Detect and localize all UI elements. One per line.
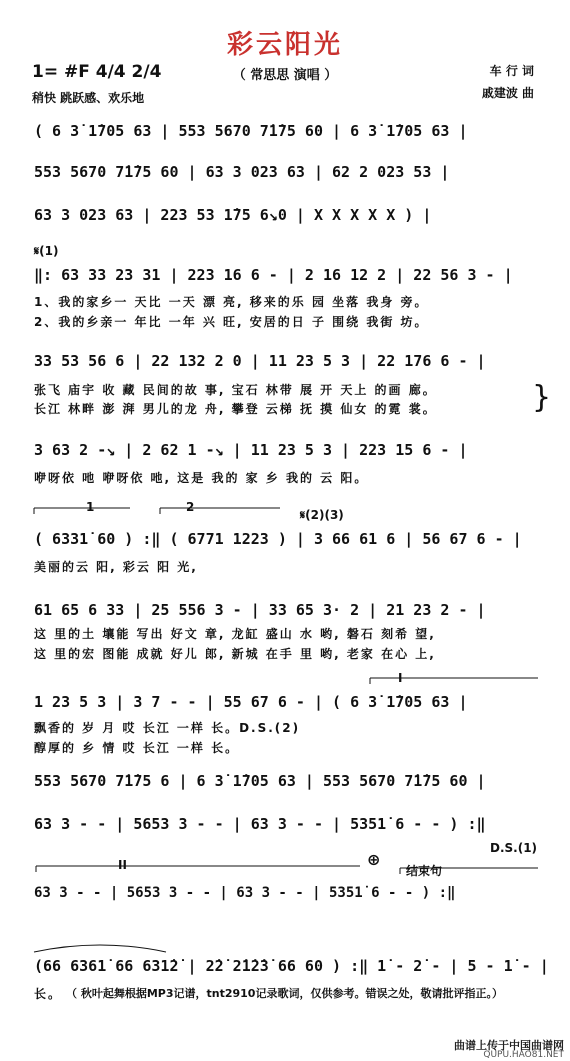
- staff-row-6: 3 63 2 -↘ | 2 62 1 -↘ | 11 23 5 3 | 223 15 6 - |: [34, 441, 468, 459]
- song-title: 彩云阳光: [226, 30, 343, 60]
- volta-2-label: 2: [186, 500, 195, 514]
- final-lyric: 长。: [34, 987, 63, 1001]
- staff-row-10: 553 5670 7̇1̇75 6 | 6 3̇ 1̇705 63 | 553 5670 7̇1̇75 60 |: [34, 772, 486, 790]
- lyric-verse-2: 2、我的乡亲一 年比 一年 兴 旺, 安居的日 子 围绕 我街 坊。: [34, 315, 429, 329]
- staff-row-1: ( 6 3̇ 1̇705 63 | 553 5670 7̇1̇75 60 | 6 3̇ 1̇705 63 |: [34, 122, 468, 140]
- ds-1-mark: D.S.(1): [490, 841, 538, 855]
- ending-label: 结束句: [406, 864, 443, 878]
- key-signature: 1= #F 4/4 2/4: [32, 62, 162, 82]
- segno-mark-1: 𝄋(1): [34, 244, 59, 258]
- staff-row-5: 33 53 56 6 | 22 132 2 0 | 11 23 5 3 | 22 176 6 - |: [34, 352, 486, 370]
- lyric-verse-2: 长江 林畔 澎 湃 男儿的龙 舟, 攀登 云梯 抚 摸 仙女 的霓 裳。: [34, 402, 437, 416]
- coda-icon: ⊕: [367, 850, 381, 869]
- watermark-url: QUPU.HAO81.NET: [483, 1050, 564, 1060]
- lyric-verse-1: 这 里的土 壤能 写出 好文 章, 龙缸 盛山 水 哟, 磐石 刻希 望,: [34, 627, 436, 641]
- verse-brace: }: [532, 380, 552, 415]
- tempo-marking: 稍快 跳跃感、欢乐地: [32, 91, 145, 105]
- singer-credit: （ 常思思 演唱 ）: [232, 68, 338, 83]
- watermark-site: 曲谱上传于中国曲谱网: [454, 1039, 564, 1052]
- staff-row-7: ( 6331̇ 60 ) :‖ ( 6771 1223 ) | 3 66 61 6 | 56 67 6 - |: [34, 530, 522, 548]
- roman-II-label: II: [118, 858, 127, 872]
- staff-row-11: 63 3 - - | 5653 3 - - | 63 3 - - | 5351̇ 6 - - ) :‖: [34, 815, 486, 833]
- lyric-line: 咿呀依 吔 咿呀依 吔, 这是 我的 家 乡 我的 云 阳。: [34, 471, 369, 485]
- lyricist-credit: 车 行 词: [489, 64, 534, 78]
- staff-row-4: ‖: 63 33 23 31 | 223 16 6 - | 2 16 12 2 | 22 56 3 - |: [34, 266, 513, 284]
- composer-credit: 戚建波 曲: [481, 86, 534, 100]
- staff-row-3: 63 3 023 63 | 223 53 1̇75 6↘0 | X X X X X ) |: [34, 206, 432, 224]
- staff-row-2: 553 5670 7̇1̇75 60 | 63 3 023 63 | 62 2 023 53 |: [34, 163, 450, 181]
- transcription-note: （ 秋叶起舞根据MP3记谱，tnt2910记录歌词，仅供参考。错误之处，敬请批评指正。）: [66, 987, 503, 1000]
- segno-mark-23: 𝄋(2)(3): [300, 508, 344, 522]
- staff-row-12: 63 3 - - | 5653 3 - - | 63 3 - - | 5351̇ 6 - - ) :‖: [34, 885, 456, 901]
- volta-1-label: 1: [86, 500, 95, 514]
- lyric-verse-1: 1、我的家乡一 天比 一天 漂 亮, 移来的乐 园 坐落 我身 旁。: [34, 295, 429, 309]
- roman-I-label: I: [398, 671, 403, 685]
- lyric-verse-1: 张飞 庙宇 收 藏 民间的故 事, 宝石 林带 展 开 天上 的画 廊。: [34, 383, 437, 397]
- staff-row-13: (66 6361̇ 66 631̇2̇ | 2̇2̇ 2̇1̇2̇3̇ 66 60 ) :‖ 1̇ - 2̇ - | 5 - 1̇ - |: [34, 957, 549, 975]
- lyric-verse-2: 醇厚的 乡 情 哎 长江 一样 长。: [34, 741, 240, 755]
- lyric-verse-2: 这 里的宏 图能 成就 好儿 郎, 新城 在手 里 哟, 老家 在心 上,: [34, 647, 436, 661]
- staff-row-8: 61 65 6 33 | 25 556 3 - | 33 65 3· 2 | 21 23 2 - |: [34, 601, 486, 619]
- lyric-verse-1: 飘香的 岁 月 哎 长江 一样 长。D.S.(2): [34, 721, 301, 735]
- staff-row-9: 1 23 5 3 | 3 7 - - | 55 67 6 - | ( 6 3̇ 1̇705 63 |: [34, 693, 468, 711]
- lyric-line: 美丽的云 阳, 彩云 阳 光,: [34, 560, 198, 574]
